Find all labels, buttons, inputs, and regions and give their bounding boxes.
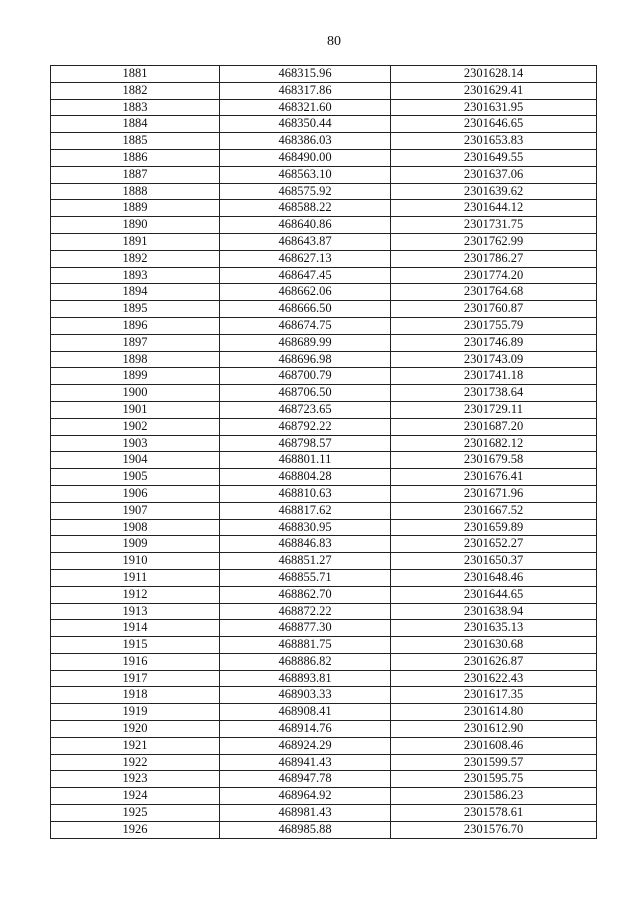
point-number-cell: 1922	[51, 754, 220, 771]
table-row	[51, 133, 597, 150]
table-row	[51, 166, 597, 183]
table-row	[51, 183, 597, 200]
point-number-cell: 1918	[51, 687, 220, 704]
y-coordinate-cell: 2301578.61	[391, 805, 597, 822]
point-number-cell: 1902	[51, 418, 220, 435]
table-row	[51, 704, 597, 721]
table-row	[51, 670, 597, 687]
y-coordinate-cell: 2301653.83	[391, 133, 597, 150]
y-coordinate-cell: 2301667.52	[391, 502, 597, 519]
table-row	[51, 821, 597, 838]
x-coordinate-cell: 468386.03	[220, 133, 391, 150]
table-row	[51, 603, 597, 620]
x-coordinate-cell: 468846.83	[220, 536, 391, 553]
y-coordinate-cell: 2301738.64	[391, 385, 597, 402]
point-number-cell: 1887	[51, 166, 220, 183]
point-number-cell: 1883	[51, 99, 220, 116]
y-coordinate-cell: 2301786.27	[391, 250, 597, 267]
x-coordinate-cell: 468696.98	[220, 351, 391, 368]
x-coordinate-cell: 468893.81	[220, 670, 391, 687]
coordinates-table-body	[51, 66, 597, 839]
table-row	[51, 637, 597, 654]
coordinates-table	[50, 65, 597, 839]
point-number-cell: 1884	[51, 116, 220, 133]
point-number-cell: 1886	[51, 149, 220, 166]
point-number-cell: 1925	[51, 805, 220, 822]
point-number-cell: 1909	[51, 536, 220, 553]
table-row	[51, 66, 597, 83]
x-coordinate-cell: 468640.86	[220, 217, 391, 234]
x-coordinate-cell: 468801.11	[220, 452, 391, 469]
y-coordinate-cell: 2301731.75	[391, 217, 597, 234]
y-coordinate-cell: 2301679.58	[391, 452, 597, 469]
x-coordinate-cell: 468575.92	[220, 183, 391, 200]
y-coordinate-cell: 2301755.79	[391, 317, 597, 334]
point-number-cell: 1888	[51, 183, 220, 200]
table-row	[51, 452, 597, 469]
point-number-cell: 1885	[51, 133, 220, 150]
table-row	[51, 536, 597, 553]
y-coordinate-cell: 2301682.12	[391, 435, 597, 452]
table-row	[51, 788, 597, 805]
table-row	[51, 149, 597, 166]
point-number-cell: 1900	[51, 385, 220, 402]
table-row	[51, 368, 597, 385]
y-coordinate-cell: 2301644.12	[391, 200, 597, 217]
point-number-cell: 1914	[51, 620, 220, 637]
x-coordinate-cell: 468706.50	[220, 385, 391, 402]
y-coordinate-cell: 2301622.43	[391, 670, 597, 687]
y-coordinate-cell: 2301628.14	[391, 66, 597, 83]
table-row	[51, 385, 597, 402]
y-coordinate-cell: 2301650.37	[391, 553, 597, 570]
x-coordinate-cell: 468830.95	[220, 519, 391, 536]
point-number-cell: 1919	[51, 704, 220, 721]
table-row	[51, 754, 597, 771]
x-coordinate-cell: 468563.10	[220, 166, 391, 183]
x-coordinate-cell: 468941.43	[220, 754, 391, 771]
point-number-cell: 1917	[51, 670, 220, 687]
x-coordinate-cell: 468855.71	[220, 569, 391, 586]
table-row	[51, 586, 597, 603]
y-coordinate-cell: 2301760.87	[391, 301, 597, 318]
y-coordinate-cell: 2301671.96	[391, 485, 597, 502]
point-number-cell: 1926	[51, 821, 220, 838]
point-number-cell: 1881	[51, 66, 220, 83]
y-coordinate-cell: 2301612.90	[391, 721, 597, 738]
x-coordinate-cell: 468662.06	[220, 284, 391, 301]
table-row	[51, 687, 597, 704]
x-coordinate-cell: 468881.75	[220, 637, 391, 654]
page-number: 80	[327, 34, 341, 49]
x-coordinate-cell: 468647.45	[220, 267, 391, 284]
x-coordinate-cell: 468908.41	[220, 704, 391, 721]
point-number-cell: 1920	[51, 721, 220, 738]
x-coordinate-cell: 468914.76	[220, 721, 391, 738]
table-row	[51, 334, 597, 351]
point-number-cell: 1895	[51, 301, 220, 318]
table-row	[51, 351, 597, 368]
y-coordinate-cell: 2301631.95	[391, 99, 597, 116]
x-coordinate-cell: 468350.44	[220, 116, 391, 133]
y-coordinate-cell: 2301617.35	[391, 687, 597, 704]
point-number-cell: 1915	[51, 637, 220, 654]
y-coordinate-cell: 2301638.94	[391, 603, 597, 620]
table-row	[51, 469, 597, 486]
x-coordinate-cell: 468924.29	[220, 737, 391, 754]
y-coordinate-cell: 2301599.57	[391, 754, 597, 771]
x-coordinate-cell: 468792.22	[220, 418, 391, 435]
x-coordinate-cell: 468851.27	[220, 553, 391, 570]
y-coordinate-cell: 2301614.80	[391, 704, 597, 721]
point-number-cell: 1913	[51, 603, 220, 620]
x-coordinate-cell: 468985.88	[220, 821, 391, 838]
point-number-cell: 1889	[51, 200, 220, 217]
x-coordinate-cell: 468674.75	[220, 317, 391, 334]
y-coordinate-cell: 2301630.68	[391, 637, 597, 654]
point-number-cell: 1898	[51, 351, 220, 368]
y-coordinate-cell: 2301639.62	[391, 183, 597, 200]
table-row	[51, 82, 597, 99]
table-row	[51, 284, 597, 301]
point-number-cell: 1899	[51, 368, 220, 385]
y-coordinate-cell: 2301746.89	[391, 334, 597, 351]
x-coordinate-cell: 468817.62	[220, 502, 391, 519]
x-coordinate-cell: 468490.00	[220, 149, 391, 166]
x-coordinate-cell: 468666.50	[220, 301, 391, 318]
table-row	[51, 217, 597, 234]
y-coordinate-cell: 2301629.41	[391, 82, 597, 99]
x-coordinate-cell: 468317.86	[220, 82, 391, 99]
table-row	[51, 805, 597, 822]
table-row	[51, 519, 597, 536]
point-number-cell: 1893	[51, 267, 220, 284]
y-coordinate-cell: 2301586.23	[391, 788, 597, 805]
y-coordinate-cell: 2301646.65	[391, 116, 597, 133]
point-number-cell: 1916	[51, 653, 220, 670]
point-number-cell: 1904	[51, 452, 220, 469]
y-coordinate-cell: 2301659.89	[391, 519, 597, 536]
table-row	[51, 485, 597, 502]
table-row	[51, 401, 597, 418]
x-coordinate-cell: 468964.92	[220, 788, 391, 805]
x-coordinate-cell: 468886.82	[220, 653, 391, 670]
table-row	[51, 737, 597, 754]
table-row	[51, 721, 597, 738]
table-row	[51, 99, 597, 116]
point-number-cell: 1890	[51, 217, 220, 234]
table-row	[51, 250, 597, 267]
point-number-cell: 1896	[51, 317, 220, 334]
y-coordinate-cell: 2301762.99	[391, 233, 597, 250]
x-coordinate-cell: 468798.57	[220, 435, 391, 452]
point-number-cell: 1894	[51, 284, 220, 301]
y-coordinate-cell: 2301676.41	[391, 469, 597, 486]
point-number-cell: 1924	[51, 788, 220, 805]
point-number-cell: 1910	[51, 553, 220, 570]
point-number-cell: 1901	[51, 401, 220, 418]
table-row	[51, 653, 597, 670]
table-row	[51, 116, 597, 133]
table-row	[51, 502, 597, 519]
y-coordinate-cell: 2301576.70	[391, 821, 597, 838]
y-coordinate-cell: 2301626.87	[391, 653, 597, 670]
y-coordinate-cell: 2301649.55	[391, 149, 597, 166]
x-coordinate-cell: 468872.22	[220, 603, 391, 620]
x-coordinate-cell: 468947.78	[220, 771, 391, 788]
x-coordinate-cell: 468862.70	[220, 586, 391, 603]
y-coordinate-cell: 2301652.27	[391, 536, 597, 553]
table-row	[51, 418, 597, 435]
y-coordinate-cell: 2301648.46	[391, 569, 597, 586]
x-coordinate-cell: 468627.13	[220, 250, 391, 267]
y-coordinate-cell: 2301637.06	[391, 166, 597, 183]
y-coordinate-cell: 2301743.09	[391, 351, 597, 368]
point-number-cell: 1891	[51, 233, 220, 250]
y-coordinate-cell: 2301729.11	[391, 401, 597, 418]
x-coordinate-cell: 468643.87	[220, 233, 391, 250]
x-coordinate-cell: 468689.99	[220, 334, 391, 351]
point-number-cell: 1905	[51, 469, 220, 486]
point-number-cell: 1908	[51, 519, 220, 536]
x-coordinate-cell: 468723.65	[220, 401, 391, 418]
x-coordinate-cell: 468810.63	[220, 485, 391, 502]
point-number-cell: 1906	[51, 485, 220, 502]
table-row	[51, 553, 597, 570]
point-number-cell: 1882	[51, 82, 220, 99]
table-row	[51, 200, 597, 217]
y-coordinate-cell: 2301644.65	[391, 586, 597, 603]
table-row	[51, 301, 597, 318]
table-row	[51, 317, 597, 334]
table-row	[51, 435, 597, 452]
point-number-cell: 1911	[51, 569, 220, 586]
x-coordinate-cell: 468804.28	[220, 469, 391, 486]
y-coordinate-cell: 2301595.75	[391, 771, 597, 788]
y-coordinate-cell: 2301774.20	[391, 267, 597, 284]
y-coordinate-cell: 2301741.18	[391, 368, 597, 385]
table-row	[51, 233, 597, 250]
x-coordinate-cell: 468321.60	[220, 99, 391, 116]
x-coordinate-cell: 468877.30	[220, 620, 391, 637]
x-coordinate-cell: 468588.22	[220, 200, 391, 217]
y-coordinate-cell: 2301608.46	[391, 737, 597, 754]
point-number-cell: 1912	[51, 586, 220, 603]
point-number-cell: 1892	[51, 250, 220, 267]
point-number-cell: 1923	[51, 771, 220, 788]
y-coordinate-cell: 2301687.20	[391, 418, 597, 435]
point-number-cell: 1903	[51, 435, 220, 452]
y-coordinate-cell: 2301635.13	[391, 620, 597, 637]
table-row	[51, 267, 597, 284]
x-coordinate-cell: 468903.33	[220, 687, 391, 704]
x-coordinate-cell: 468315.96	[220, 66, 391, 83]
table-row	[51, 569, 597, 586]
point-number-cell: 1921	[51, 737, 220, 754]
table-row	[51, 620, 597, 637]
point-number-cell: 1907	[51, 502, 220, 519]
x-coordinate-cell: 468981.43	[220, 805, 391, 822]
y-coordinate-cell: 2301764.68	[391, 284, 597, 301]
x-coordinate-cell: 468700.79	[220, 368, 391, 385]
point-number-cell: 1897	[51, 334, 220, 351]
table-row	[51, 771, 597, 788]
